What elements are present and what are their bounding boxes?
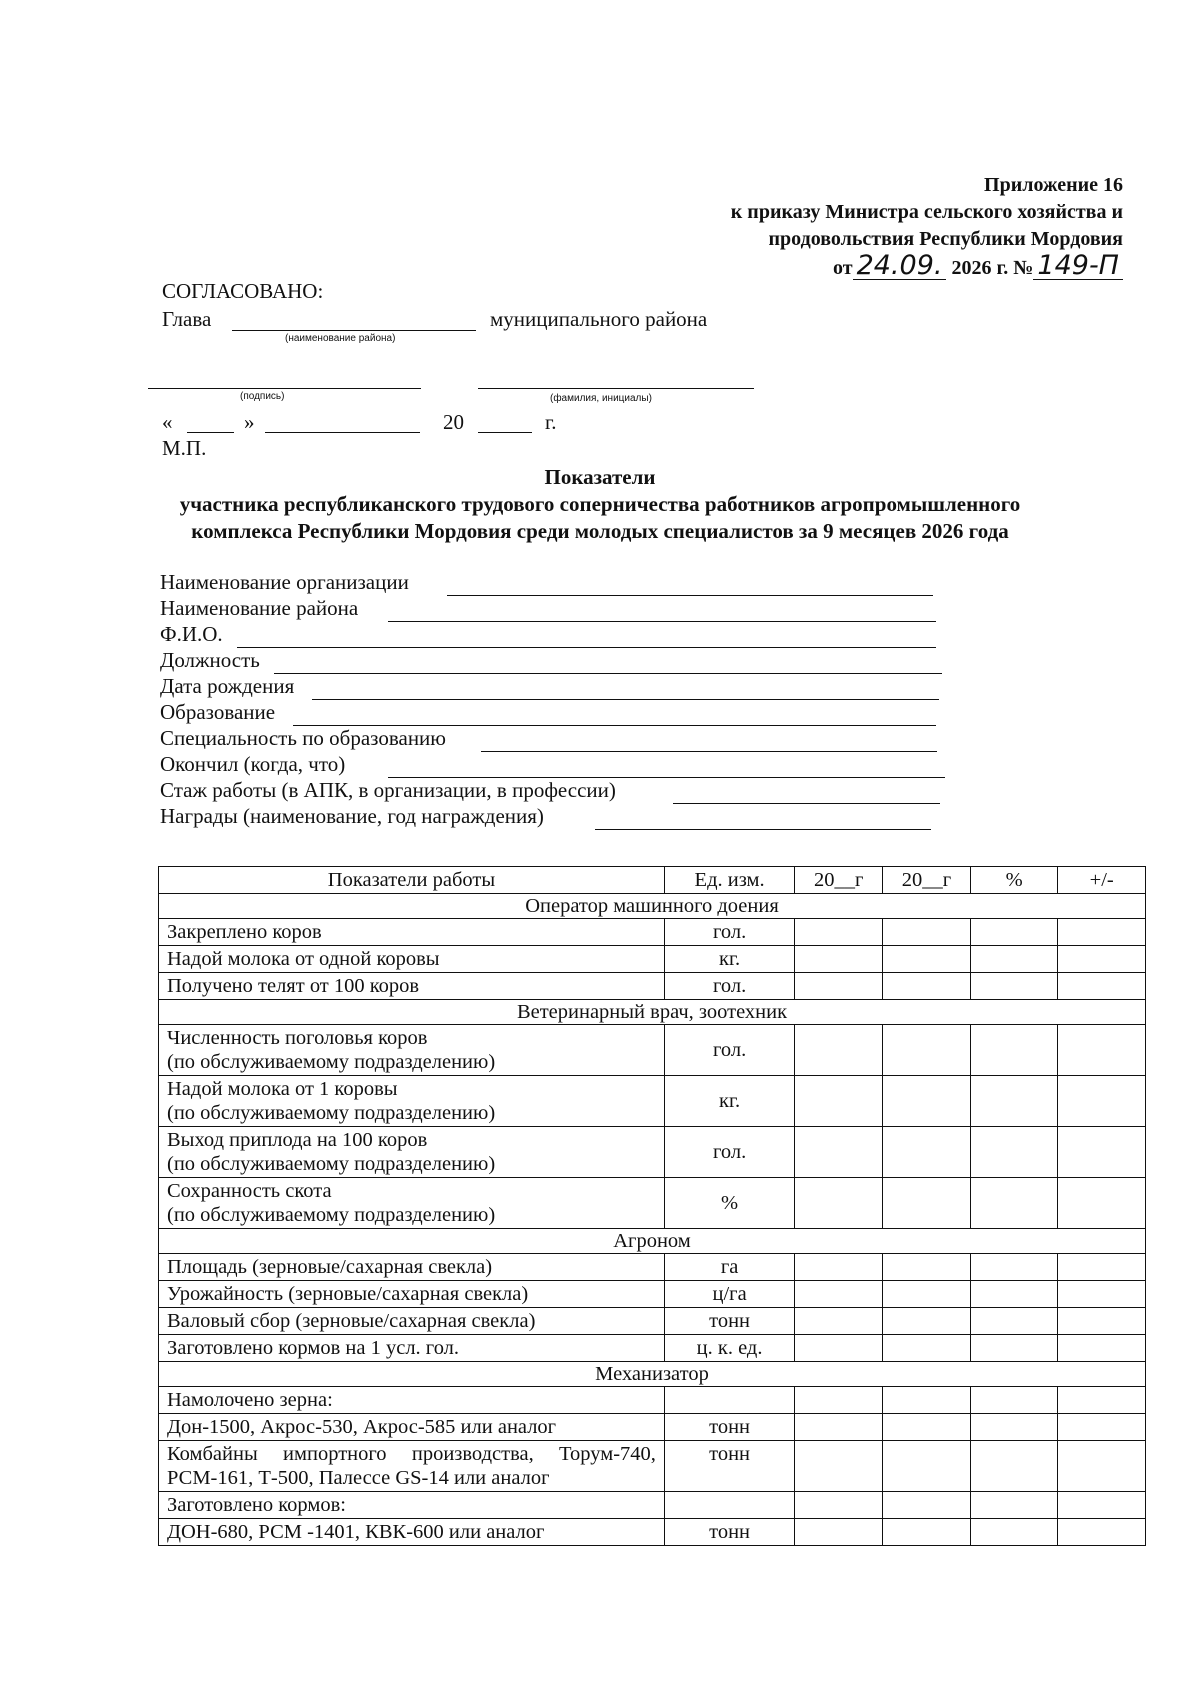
field-birth-date-line (312, 699, 939, 700)
year-line (478, 432, 532, 433)
header-year-2: 20__г (883, 867, 971, 894)
field-birth-date: Дата рождения (160, 674, 295, 698)
field-specialty: Специальность по образованию (160, 726, 446, 750)
cell-empty (795, 946, 883, 973)
cell-empty (883, 1492, 971, 1519)
cell-empty (1058, 946, 1146, 973)
field-district: Наименование района (160, 596, 359, 620)
row-label (159, 1076, 665, 1127)
row-unit: ц. к. ед. (664, 1335, 794, 1362)
row-label: Дон-1500, Акрос-530, Акрос-585 или аналог (159, 1414, 665, 1441)
field-district-line (388, 621, 936, 622)
cell-empty (795, 1519, 883, 1546)
cell-empty (795, 1387, 883, 1414)
field-education: Образование (160, 700, 276, 724)
field-organization-line (447, 595, 933, 596)
row-label (159, 1127, 665, 1178)
cell-empty (970, 973, 1058, 1000)
appendix-number: Приложение 16 (984, 174, 1123, 196)
field-full-name-line (237, 647, 936, 648)
cell-empty (1058, 1519, 1146, 1546)
field-full-name: Ф.И.О. (160, 622, 223, 646)
cell-empty (970, 919, 1058, 946)
cell-empty (883, 919, 971, 946)
cell-empty (1058, 1387, 1146, 1414)
row-label: Заготовлено кормов: (159, 1492, 665, 1519)
row-label-line-1: Численность поголовья коров (167, 1027, 428, 1049)
appendix-ministry-line: продовольствия Республики Мордовия (768, 228, 1123, 250)
cell-empty (970, 1254, 1058, 1281)
district-hint: (наименование района) (285, 333, 396, 344)
cell-empty (1058, 1076, 1146, 1127)
quote-open: « (162, 410, 173, 434)
cell-empty (1058, 973, 1146, 1000)
header-percent: % (970, 867, 1058, 894)
header-unit: Ед. изм. (664, 867, 794, 894)
year-number-label: 2026 г. № (951, 257, 1034, 279)
document-title (0, 464, 1200, 545)
cell-empty (795, 1127, 883, 1178)
row-label: ДОН-680, РСМ -1401, КВК-600 или аналог (159, 1519, 665, 1546)
stamp-label: М.П. (162, 436, 207, 460)
row-unit: тонн (664, 1414, 794, 1441)
row-label-line-2: (по обслуживаемому подразделению) (167, 1204, 496, 1226)
cell-empty (970, 1441, 1058, 1492)
cell-empty (1058, 1492, 1146, 1519)
appendix-date-line (731, 250, 1123, 282)
table-row (159, 1492, 1146, 1519)
cell-empty (883, 1025, 971, 1076)
row-unit: ц/га (664, 1281, 794, 1308)
cell-empty (883, 1519, 971, 1546)
row-label-line-1: Сохранность скота (167, 1180, 332, 1202)
title-line-1: Показатели (544, 465, 656, 489)
field-awards-line (595, 829, 931, 830)
table-header-row (159, 867, 1146, 894)
field-awards: Награды (наименование, год награждения) (160, 804, 544, 828)
cell-empty (883, 946, 971, 973)
row-unit: гол. (664, 973, 794, 1000)
row-label-line-1: Надой молока от 1 коровы (167, 1078, 398, 1100)
table-row (159, 1308, 1146, 1335)
cell-empty (795, 1414, 883, 1441)
quote-close: » (244, 410, 255, 434)
cell-empty (970, 1178, 1058, 1229)
row-label: Заготовлено кормов на 1 усл. гол. (159, 1335, 665, 1362)
row-label (159, 1178, 665, 1229)
table-row (159, 1127, 1146, 1178)
row-unit (664, 1492, 794, 1519)
row-label-line-1: Выход приплода на 100 коров (167, 1129, 428, 1151)
year-suffix: г. (545, 410, 557, 434)
row-label: Надой молока от одной коровы (159, 946, 665, 973)
cell-empty (1058, 1254, 1146, 1281)
cell-empty (1058, 1127, 1146, 1178)
table-row (159, 973, 1146, 1000)
cell-empty (883, 1281, 971, 1308)
section-row (159, 1362, 1146, 1387)
cell-empty (795, 1281, 883, 1308)
table-row (159, 946, 1146, 973)
cell-empty (1058, 1281, 1146, 1308)
row-unit: тонн (664, 1519, 794, 1546)
title-line-2: участника республиканского трудового соперничества работников агропромышленного (179, 492, 1021, 516)
row-label-line-2: (по обслуживаемому подразделению) (167, 1051, 496, 1073)
appendix-header (731, 172, 1123, 282)
cell-empty (1058, 1308, 1146, 1335)
district-line (232, 330, 476, 331)
cell-empty (795, 1335, 883, 1362)
cell-empty (883, 1414, 971, 1441)
cell-empty (883, 1387, 971, 1414)
cell-empty (1058, 1414, 1146, 1441)
row-label-line-2: (по обслуживаемому подразделению) (167, 1153, 496, 1175)
table-row (159, 1178, 1146, 1229)
row-unit: гол. (664, 919, 794, 946)
signature-hint: (подпись) (240, 391, 285, 402)
cell-empty (1058, 919, 1146, 946)
cell-empty (970, 1308, 1058, 1335)
table-row (159, 1441, 1146, 1492)
table-row (159, 1025, 1146, 1076)
cell-empty (795, 1492, 883, 1519)
name-line (478, 388, 754, 389)
section-row (159, 1229, 1146, 1254)
cell-empty (883, 1127, 971, 1178)
cell-empty (795, 1025, 883, 1076)
header-indicator: Показатели работы (159, 867, 665, 894)
section-machine-operator: Механизатор (159, 1362, 1146, 1387)
row-unit: % (664, 1178, 794, 1229)
row-label: Урожайность (зерновые/сахарная свекла) (159, 1281, 665, 1308)
signature-line (148, 388, 421, 389)
cell-empty (795, 1254, 883, 1281)
table-row (159, 1335, 1146, 1362)
cell-empty (970, 1492, 1058, 1519)
row-label: Площадь (зерновые/сахарная свекла) (159, 1254, 665, 1281)
cell-empty (1058, 1178, 1146, 1229)
cell-empty (795, 1441, 883, 1492)
row-unit: кг. (664, 946, 794, 973)
section-agronomist: Агроном (159, 1229, 1146, 1254)
row-unit: га (664, 1254, 794, 1281)
handwritten-date: 24.09. (853, 253, 947, 280)
field-specialty-line (481, 751, 937, 752)
handwritten-order-number: 149-П (1033, 253, 1123, 280)
row-unit: гол. (664, 1025, 794, 1076)
table-row (159, 1076, 1146, 1127)
cell-empty (970, 1387, 1058, 1414)
cell-empty (970, 946, 1058, 973)
row-label: Намолочено зерна: (159, 1387, 665, 1414)
cell-empty (970, 1127, 1058, 1178)
field-organization: Наименование организации (160, 570, 409, 594)
head-label: Глава (162, 307, 212, 331)
field-position: Должность (160, 648, 260, 672)
table-row (159, 1519, 1146, 1546)
row-unit: тонн (664, 1441, 794, 1492)
row-unit: гол. (664, 1127, 794, 1178)
table-row (159, 1414, 1146, 1441)
cell-empty (970, 1335, 1058, 1362)
section-row (159, 1000, 1146, 1025)
row-label: Комбайны импортного производства, Торум-740, РСМ-161, Т-500, Палессе GS-14 или аналог (159, 1441, 665, 1492)
cell-empty (795, 1076, 883, 1127)
date-prefix: от (833, 257, 853, 279)
row-unit: тонн (664, 1308, 794, 1335)
table-row (159, 1254, 1146, 1281)
section-row (159, 894, 1146, 919)
agreed-title: СОГЛАСОВАНО: (162, 279, 324, 303)
field-experience: Стаж работы (в АПК, в организации, в профессии) (160, 778, 616, 802)
row-unit (664, 1387, 794, 1414)
indicators-table (158, 866, 1146, 1546)
district-suffix: муниципального района (490, 307, 708, 331)
row-label-line-2: (по обслуживаемому подразделению) (167, 1102, 496, 1124)
row-unit: кг. (664, 1076, 794, 1127)
row-label: Валовый сбор (зерновые/сахарная свекла) (159, 1308, 665, 1335)
cell-empty (883, 1254, 971, 1281)
table-row (159, 1387, 1146, 1414)
day-line (187, 432, 234, 433)
cell-empty (795, 919, 883, 946)
row-label: Получено телят от 100 коров (159, 973, 665, 1000)
table-row (159, 1281, 1146, 1308)
cell-empty (970, 1414, 1058, 1441)
section-veterinarian: Ветеринарный врач, зоотехник (159, 1000, 1146, 1025)
section-milking-operator: Оператор машинного доения (159, 894, 1146, 919)
year-prefix: 20 (443, 410, 464, 434)
cell-empty (883, 1441, 971, 1492)
name-hint: (фамилия, инициалы) (550, 393, 652, 404)
cell-empty (1058, 1025, 1146, 1076)
cell-empty (883, 1335, 971, 1362)
cell-empty (883, 973, 971, 1000)
header-year-1: 20__г (795, 867, 883, 894)
field-experience-line (673, 803, 940, 804)
cell-empty (970, 1281, 1058, 1308)
cell-empty (1058, 1441, 1146, 1492)
cell-empty (970, 1025, 1058, 1076)
header-diff: +/- (1058, 867, 1146, 894)
month-line (265, 432, 420, 433)
cell-empty (970, 1076, 1058, 1127)
cell-empty (1058, 1335, 1146, 1362)
row-label (159, 1025, 665, 1076)
table-row (159, 919, 1146, 946)
cell-empty (883, 1308, 971, 1335)
field-graduated: Окончил (когда, что) (160, 752, 346, 776)
cell-empty (795, 1178, 883, 1229)
appendix-order-line: к приказу Министра сельского хозяйства и (730, 201, 1123, 223)
field-position-line (274, 673, 942, 674)
title-line-3: комплекса Республики Мордовия среди молодых специалистов за 9 месяцев 2026 года (191, 519, 1009, 543)
cell-empty (795, 1308, 883, 1335)
cell-empty (883, 1076, 971, 1127)
cell-empty (970, 1519, 1058, 1546)
cell-empty (795, 973, 883, 1000)
row-label: Закреплено коров (159, 919, 665, 946)
cell-empty (883, 1178, 971, 1229)
